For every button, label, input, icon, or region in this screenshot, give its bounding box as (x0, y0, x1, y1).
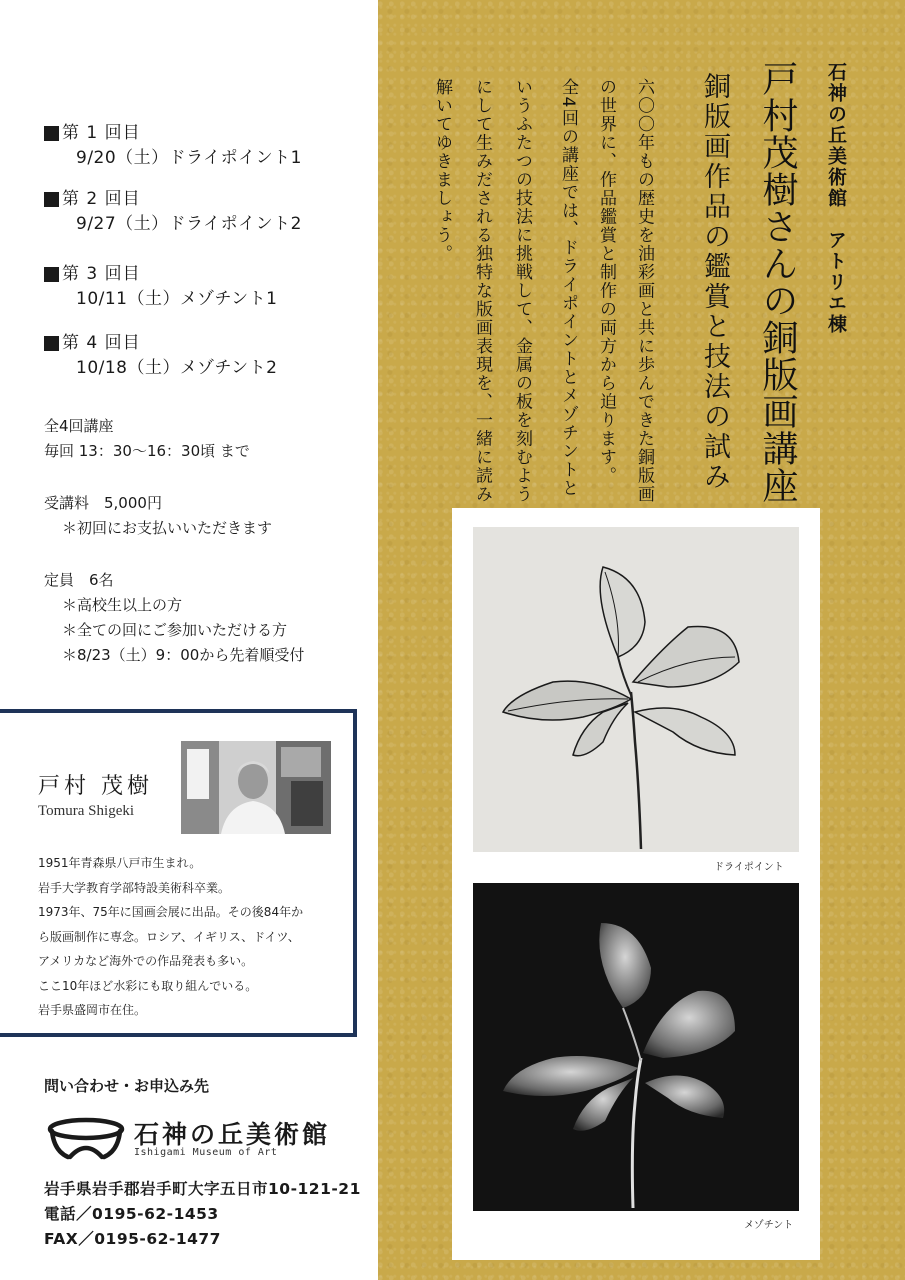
bio-line: 岩手県盛岡市在住。 (38, 1003, 147, 1017)
session-4 (44, 331, 277, 381)
schedule-info (44, 414, 250, 464)
artist-bio (38, 851, 303, 1023)
bio-line: 1973年、75年に国画会展に出品。その後84年か (38, 905, 304, 919)
session-detail: 10/18（土）メゾチント2 (76, 358, 278, 378)
capacity-count: 定員 6名 (44, 571, 114, 589)
capacity-note: ＊8/23（土）9：00から先着順受付 (62, 646, 305, 664)
phone: 電話／0195-62-1453 (44, 1205, 219, 1223)
body-line: 六〇〇年もの歴史を油彩画と共に歩んできた銅版画 (634, 78, 654, 504)
session-1 (44, 121, 302, 171)
square-bullet-icon (44, 267, 59, 282)
session-detail: 10/11（土）メゾチント1 (76, 289, 278, 309)
museum-logo-icon (46, 1117, 126, 1161)
session-title: 第 3 回目 (62, 264, 141, 284)
fee-note: ＊初回にお支払いいただきます (62, 519, 273, 537)
artist-profile-box (0, 709, 357, 1037)
venue-label: 石神の丘美術館 アトリエ棟 (825, 62, 847, 335)
bio-line: 岩手大学教育学部特設美術科卒業。 (38, 880, 231, 895)
square-bullet-icon (44, 126, 59, 141)
square-bullet-icon (44, 192, 59, 207)
body-line: いうふたつの技法に挑戦して、金属の板を刻むよう (512, 78, 532, 504)
bio-line: ら版画制作に専念。ロシア、イギリス、ドイツ、 (38, 929, 300, 944)
address: 岩手県岩手郡岩手町大字五日市10-121-21 (44, 1180, 361, 1198)
bio-line: アメリカなど海外での作品発表も多い。 (38, 954, 254, 968)
capacity-note: ＊高校生以上の方 (62, 596, 183, 614)
page-title: 戸村茂樹さんの銅版画講座 (757, 60, 798, 504)
fax: FAX／0195-62-1477 (44, 1230, 221, 1248)
drypoint-caption: ドライポイント (714, 862, 784, 873)
schedule-count: 全4回講座 (44, 417, 114, 435)
artist-name-roman: Tomura Shigeki (38, 803, 135, 819)
session-detail: 9/20（土）ドライポイント1 (76, 148, 302, 168)
body-line: の世界に、作品鑑賞と制作の両方から迫ります。 (596, 78, 616, 485)
artist-name: 戸村 茂樹 (38, 774, 153, 799)
body-line: 解いてゆきましょう。 (432, 78, 452, 263)
session-title: 第 4 回目 (62, 333, 141, 353)
square-bullet-icon (44, 336, 59, 351)
contact-title: 問い合わせ・お申込み先 (44, 1077, 210, 1095)
schedule-time: 毎回 13：30～16：30頃 まで (44, 442, 250, 460)
museum-name-en: Ishigami Museum of Art (134, 1147, 278, 1158)
session-3 (44, 262, 277, 312)
mezzotint-caption: メゾチント (744, 1220, 794, 1231)
museum-name: 石神の丘美術館 (134, 1120, 331, 1149)
bio-line: 1951年青森県八戸市生まれ。 (38, 856, 202, 870)
page-subtitle: 銅版画作品の鑑賞と技法の試み (699, 72, 730, 492)
left-panel (0, 0, 378, 1280)
body-line: にして生みだされる独特な版画表現を、一緒に読み (472, 78, 492, 504)
capacity-note: ＊全ての回にご参加いただける方 (62, 621, 288, 639)
fee-amount: 受講料 5,000円 (44, 494, 162, 512)
body-line: 全4回の講座では、ドライポイントとメゾチントと (558, 78, 578, 498)
session-title: 第 2 回目 (62, 189, 141, 209)
session-title: 第 1 回目 (62, 123, 141, 143)
drypoint-artwork (473, 527, 799, 852)
session-detail: 9/27（土）ドライポイント2 (76, 214, 302, 234)
capacity-info (44, 568, 304, 668)
fee-info (44, 491, 272, 541)
session-2 (44, 187, 302, 237)
bio-line: ここ10年ほど水彩にも取り組んでいる。 (38, 978, 258, 993)
mezzotint-artwork (473, 883, 799, 1211)
artist-photo (181, 741, 331, 834)
